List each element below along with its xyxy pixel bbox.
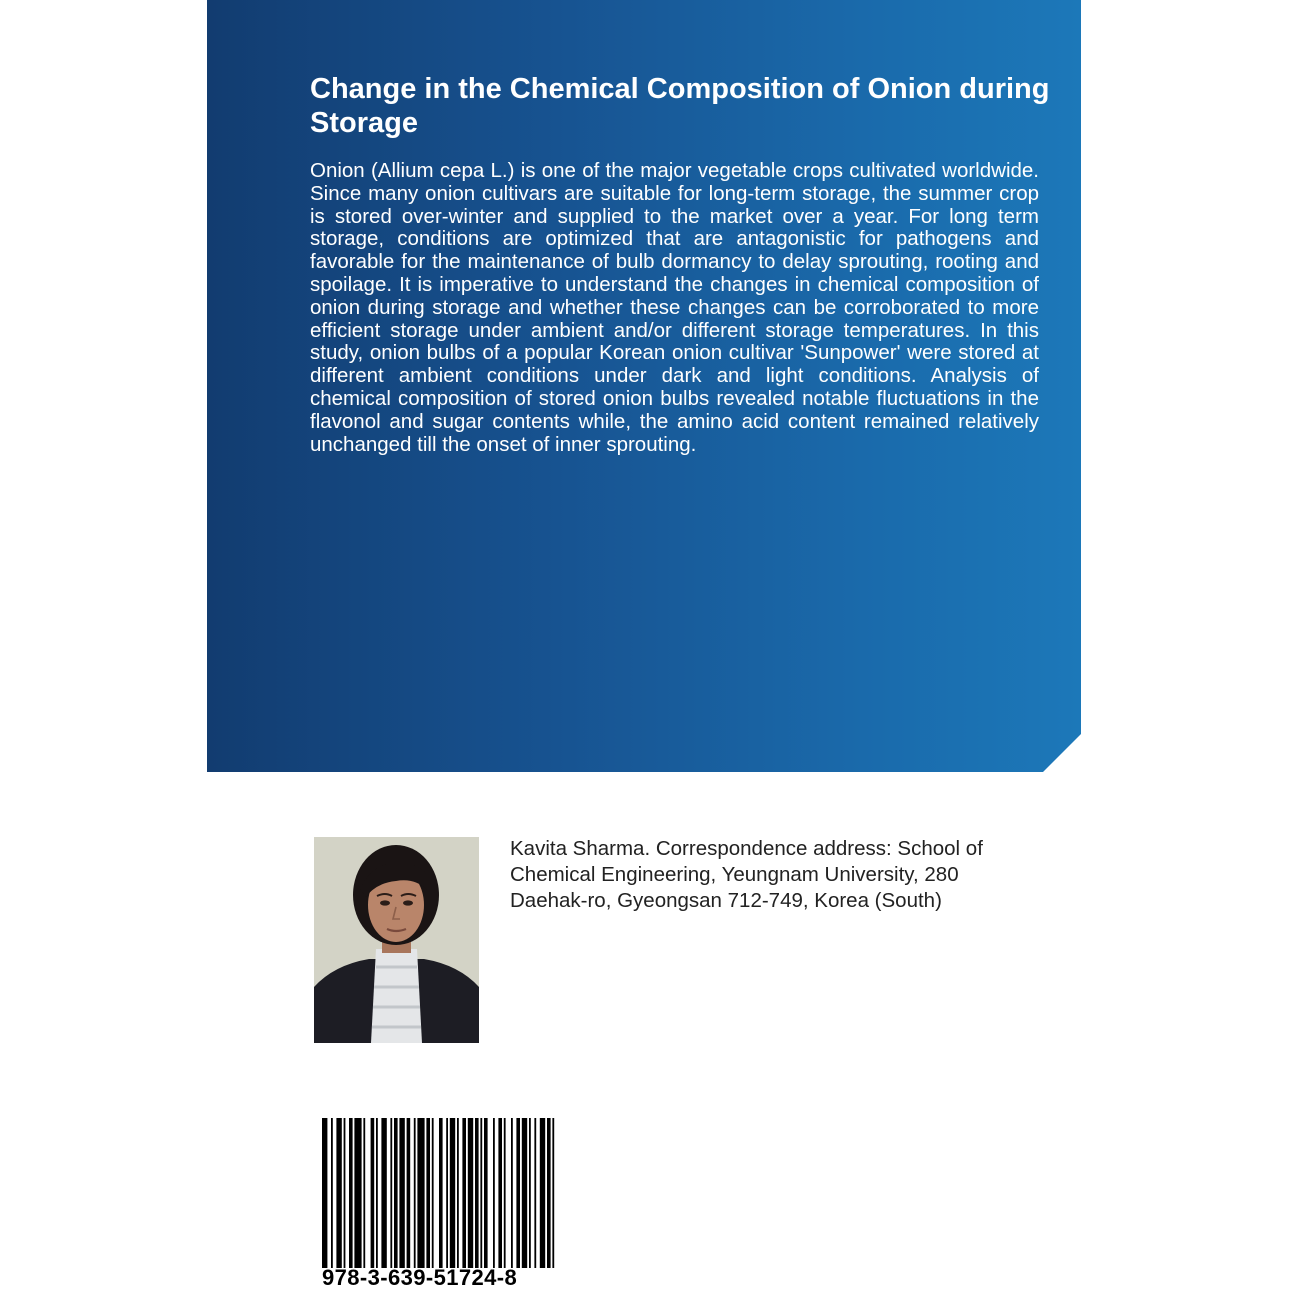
barcode-bar [336, 1118, 341, 1268]
barcode-bar [371, 1118, 375, 1268]
barcode-bar [331, 1118, 333, 1268]
barcode-bar [522, 1118, 527, 1268]
barcode-bar [504, 1118, 506, 1268]
barcode-bar [516, 1118, 520, 1268]
barcode-bar [468, 1118, 473, 1268]
author-photo [314, 837, 479, 1043]
barcode-bar [439, 1118, 443, 1268]
barcode-bar [399, 1118, 404, 1268]
barcode-bar [426, 1118, 430, 1268]
barcode-bar [344, 1118, 346, 1268]
barcode-bar [407, 1118, 411, 1268]
barcode-bar [480, 1118, 482, 1268]
barcode-bar [534, 1118, 536, 1268]
isbn-barcode [320, 1118, 588, 1268]
barcode-bar [394, 1118, 398, 1268]
barcode-bar [475, 1118, 479, 1268]
barcode-bar [511, 1118, 513, 1268]
barcode-bar [493, 1118, 495, 1268]
barcode-bar [552, 1118, 554, 1268]
barcode-bar [432, 1118, 434, 1268]
barcode-bar [484, 1118, 488, 1268]
barcode-bar [414, 1118, 416, 1268]
barcode-bar [540, 1118, 545, 1268]
barcode-bar [457, 1118, 459, 1268]
barcode-bar [547, 1118, 551, 1268]
book-blurb: Onion (Allium cepa L.) is one of the major vegetable crops cultivated worldwide. Since many onion cultivars are suitable for long-term storage, the summer crop is stored over-winter and supplied to the market over a year. For long term storage, conditions are optimized that are antagonistic for pathogens and favorable for the maintenance of bulb dormancy to delay sprouting, rooting and spoilage. It is imperative to understand the changes in chemical composition of onion during storage and whether these changes can be corroborated to more efficient storage under ambient and/or different storage temperatures. In this study, onion bulbs of a popular Korean onion cultivar 'Sunpower' were stored at different ambient conditions under dark and light conditions. Analysis of chemical composition of stored onion bulbs revealed notable fluctuations in the flavonol and sugar contents while, the amino acid content remained relatively unchanged till the onset of inner sprouting. [310, 159, 1039, 456]
book-title: Change in the Chemical Composition of Onion during Storage [310, 73, 1050, 139]
barcode-bar [363, 1118, 365, 1268]
barcode-bar [417, 1118, 424, 1268]
barcode-bar [450, 1118, 455, 1268]
barcode-bar [376, 1118, 378, 1268]
isbn-number: 978-3-639-51724-8 [322, 1265, 518, 1290]
barcode-bar [354, 1118, 361, 1268]
barcode-bar [446, 1118, 448, 1268]
barcode-bar [390, 1118, 392, 1268]
barcode-bar [381, 1118, 386, 1268]
barcode-bar [529, 1118, 531, 1268]
barcode-bar [322, 1118, 327, 1268]
author-portrait-image [314, 837, 479, 1043]
barcode-bar [349, 1118, 353, 1268]
barcode-bar [498, 1118, 502, 1268]
barcode-bar [462, 1118, 466, 1268]
author-bio: Kavita Sharma. Correspondence address: School of Chemical Engineering, Yeungnam University, 280 Daehak-ro, Gyeongsan 712-749, Korea (South) [510, 837, 983, 912]
